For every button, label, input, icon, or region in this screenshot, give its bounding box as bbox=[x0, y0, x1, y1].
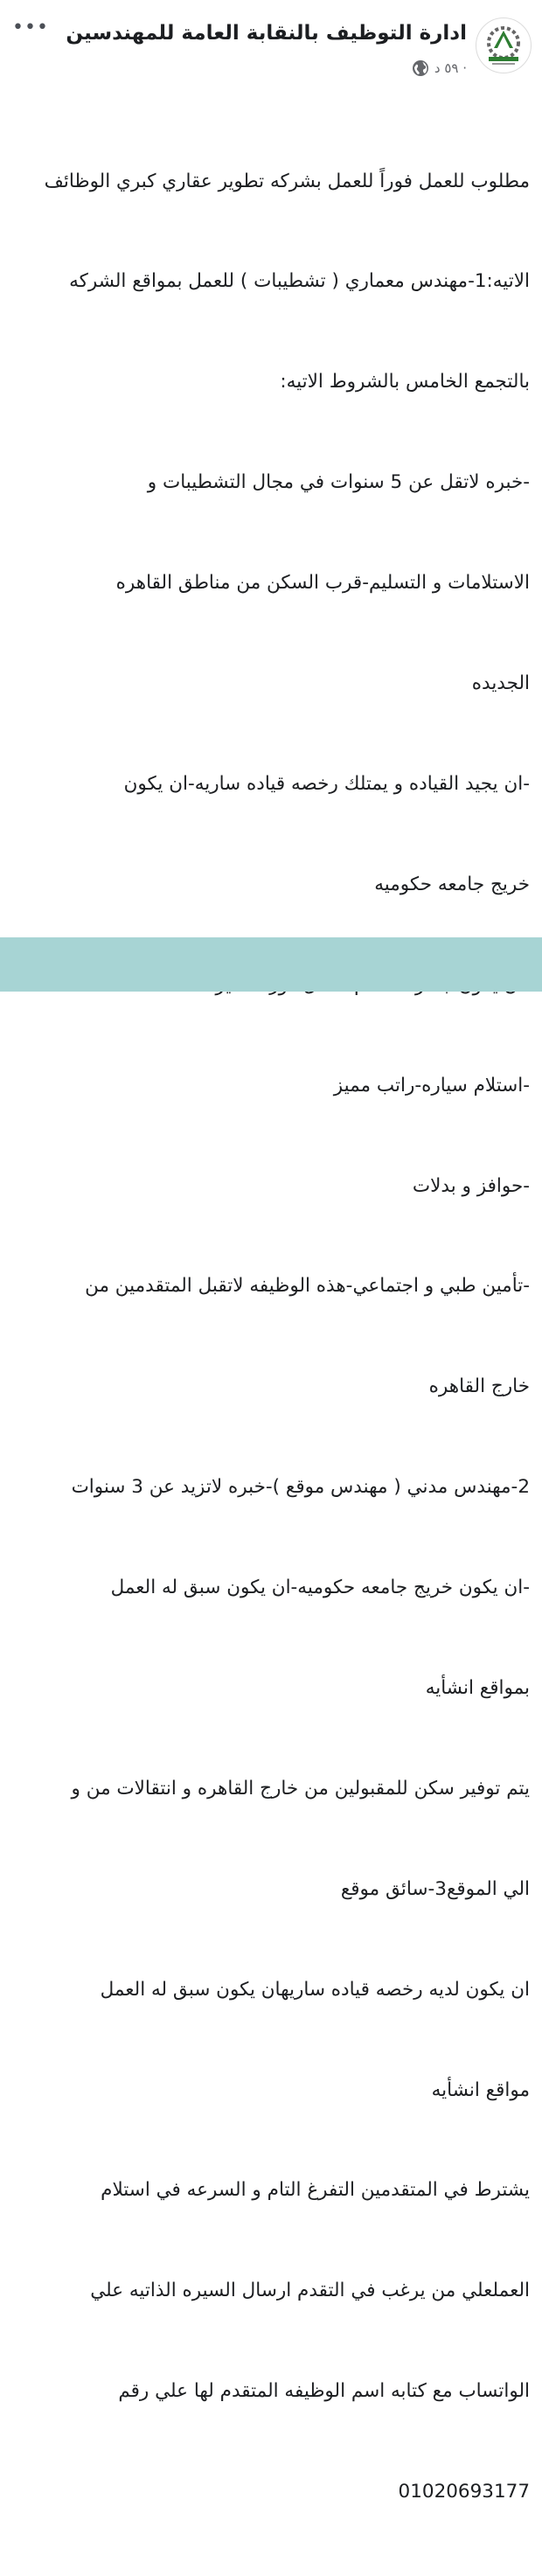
post-line: 2-مهندس مدني ( مهندس موقع )-خبره لاتزيد عن 3 سنوات bbox=[71, 1476, 530, 1499]
post-line: الي الموقع3-سائق موقع bbox=[340, 1877, 530, 1900]
post-line: الاستلامات و التسليم-قرب السكن من مناطق القاهره bbox=[115, 572, 530, 595]
post-line: مواقع انشأيه bbox=[431, 2078, 530, 2101]
post-line: بالتجمع الخامس بالشروط الاتيه: bbox=[280, 371, 530, 393]
post-line: -استلام سياره-راتب مميز bbox=[333, 1074, 530, 1097]
globe-icon bbox=[412, 59, 429, 77]
post-timestamp[interactable]: ٥٩ د · bbox=[434, 60, 467, 76]
link-preview-band[interactable] bbox=[0, 937, 542, 992]
post-line: العملعلي من يرغب في التقدم ارسال السيره الذاتيه علي bbox=[90, 2280, 530, 2302]
post-line: يشترط في المتقدمين التفرغ التام و السرعه في استلام bbox=[101, 2179, 530, 2202]
more-options-icon[interactable]: ••• bbox=[12, 17, 49, 38]
post-line: الجديده bbox=[471, 672, 530, 695]
post-line: -حوافز و بدلات bbox=[412, 1174, 530, 1197]
post-line: -تأمين طبي و اجتماعي-هذه الوظيفه لاتقبل المتقدمين من bbox=[85, 1275, 530, 1298]
post-line: الواتساب مع كتابه اسم الوظيفه المتقدم لها علي رقم bbox=[118, 2380, 530, 2403]
post-line: خريج جامعه حكوميه bbox=[374, 873, 530, 895]
post-line: يتم توفير سكن للمقبولين من خارج القاهره و انتقالات من و bbox=[71, 1777, 530, 1800]
post-line: -ان يكون خريج جامعه حكوميه-ان يكون سبق له العمل bbox=[110, 1577, 530, 1599]
logo-icon bbox=[476, 18, 531, 73]
page-avatar[interactable] bbox=[476, 17, 532, 73]
page-name[interactable]: ادارة التوظيف بالنقابة العامة للمهندسين bbox=[66, 22, 467, 45]
post-line: مطلوب للعمل فوراً للعمل بشركه تطوير عقاري كبري الوظائف bbox=[44, 170, 530, 192]
post-line: -ان يجيد القياده و يمتلك رخصه قياده ساريه-ان يكون bbox=[123, 772, 530, 795]
post-line: بمواقع انشأيه bbox=[425, 1676, 530, 1699]
post-meta bbox=[412, 59, 467, 77]
post-header bbox=[0, 0, 542, 87]
post-line: -خبره لاتقل عن 5 سنوات في مجال التشطيبات و bbox=[147, 471, 530, 494]
post-body bbox=[12, 98, 530, 2576]
post-line: ان يكون لديه رخصه قياده ساريهان يكون سبق له العمل bbox=[100, 1978, 530, 2001]
post-line: الاتيه:1-مهندس معماري ( تشطيبات ) للعمل بمواقع الشركه bbox=[69, 270, 530, 293]
post-line[interactable]: 01020693177 bbox=[398, 2481, 530, 2503]
post-line: خارج القاهره bbox=[428, 1375, 530, 1398]
